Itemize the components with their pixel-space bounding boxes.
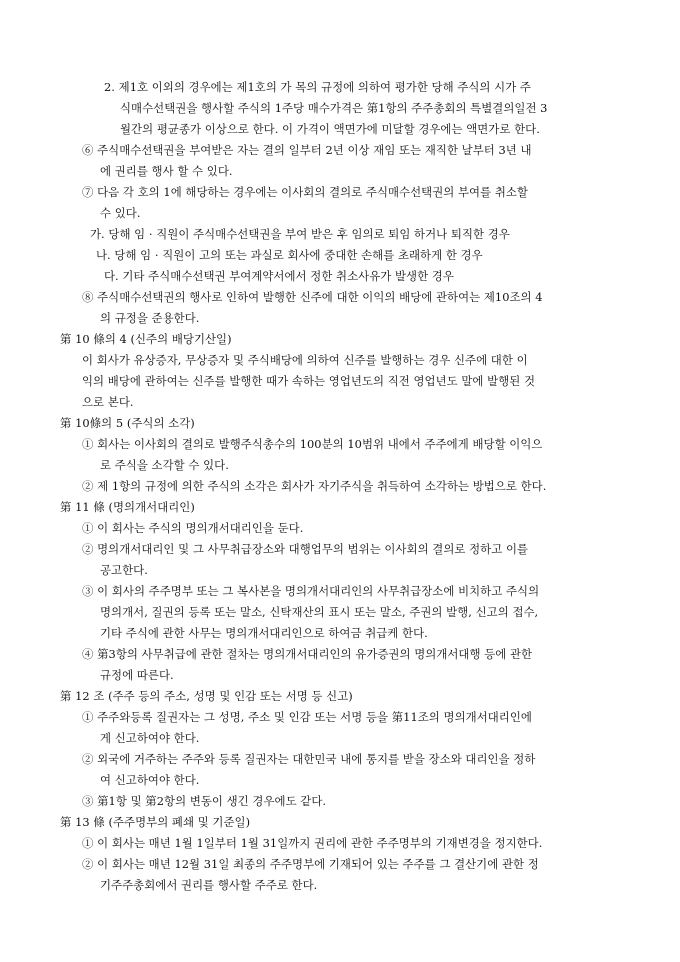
text-line: 기주주총회에서 권리를 행사할 주주로 한다. (100, 878, 318, 892)
text-line: ⑥ 주식매수선택권을 부여받은 자는 결의 일부터 2년 이상 재임 또는 재직한 날부터 3년 내 (82, 143, 532, 157)
text-line: 게 신고하여야 한다. (100, 731, 200, 745)
text-line: 에 권리를 행사 할 수 있다. (100, 164, 233, 178)
text-line: 여 신고하여야 한다. (100, 773, 200, 787)
text-line: ① 이 회사는 주식의 명의개서대리인을 둔다. (82, 521, 304, 535)
text-line: ③ 第1항 및 第2항의 변동이 생긴 경우에도 같다. (82, 794, 327, 808)
text-line: 로 주식을 소각할 수 있다. (100, 458, 229, 472)
text-line: 월간의 평균종가 이상으로 한다. 이 가격이 액면가에 미달할 경우에는 액면가로 한다. (120, 122, 540, 136)
text-line: ① 이 회사는 매년 1월 1일부터 1월 31일까지 권리에 관한 주주명부의 기재변경을 정지한다. (82, 836, 543, 850)
article-heading: 第 10 條의 4 (신주의 배당기산일) (60, 332, 232, 346)
text-line: 가. 당해 임 · 직원이 주식매수선택권을 부여 받은 후 임의로 퇴임 하거나 퇴직한 경우 (90, 227, 510, 241)
article-heading: 第 11 條 (명의개서대리인) (60, 500, 195, 514)
article-heading: 第 13 條 (주주명부의 폐쇄 및 기준일) (60, 815, 251, 829)
text-line: 익의 배당에 관하여는 신주를 발행한 때가 속하는 영업년도의 직전 영업년도 말에 발행된 것 (82, 374, 536, 388)
text-line: ⑦ 다음 각 호의 1에 해당하는 경우에는 이사회의 결의로 주식매수선택권의 부여를 취소할 (82, 185, 528, 199)
text-line: ② 외국에 거주하는 주주와 등록 질권자는 대한민국 내에 통지를 받을 장소와 대리인을 정하 (82, 752, 536, 766)
text-line: 공고한다. (100, 563, 148, 577)
text-line: 기타 주식에 관한 사무는 명의개서대리인으로 하여금 취급케 한다. (100, 626, 428, 640)
article-heading: 第 10條의 5 (주식의 소각) (60, 416, 195, 430)
text-line: 으로 본다. (82, 395, 134, 409)
text-line: ⑧ 주식매수선택권의 행사로 인하여 발행한 신주에 대한 이익의 배당에 관하여는 제10조의 4 (82, 290, 543, 304)
text-line: ② 이 회사는 매년 12월 31일 최종의 주주명부에 기재되어 있는 주주를 그 결산기에 관한 정 (82, 857, 539, 871)
text-line: ② 제 1항의 규정에 의한 주식의 소각은 회사가 자기주식을 취득하여 소각하는 방법으로 한다. (82, 479, 547, 493)
text-line: 나. 당해 임 · 직원이 고의 또는 과실로 회사에 중대한 손해를 초래하게 한 경우 (96, 248, 483, 262)
text-line: 이 회사가 유상증자, 무상증자 및 주식배당에 의하여 신주를 발행하는 경우 신주에 대한 이 (82, 353, 528, 367)
text-line: 식매수선택권을 행사할 주식의 1주당 매수가격은 第1항의 주주총회의 특별결의일전 3 (120, 101, 548, 115)
text-line: ① 주주와등록 질권자는 그 성명, 주소 및 인감 또는 서명 등을 第11조의 명의개서대리인에 (82, 710, 532, 724)
text-line: 명의개서, 질권의 등록 또는 말소, 신탁재산의 표시 또는 말소, 주권의 발행, 신고의 접수, (100, 605, 539, 619)
text-line: 규정에 따른다. (100, 668, 174, 682)
text-line: 2. 제1호 이외의 경우에는 제1호의 가 목의 규정에 의하여 평가한 당해 주식의 시가 주 (104, 80, 531, 94)
text-line: ① 회사는 이사회의 결의로 발행주식총수의 100분의 10범위 내에서 주주에게 배당할 이익으 (82, 437, 543, 451)
text-line: ② 명의개서대리인 및 그 사무취급장소와 대행업무의 범위는 이사회의 결의로 정하고 이를 (82, 542, 529, 556)
text-line: 다. 기타 주식매수선택권 부여계약서에서 정한 취소사유가 발생한 경우 (104, 269, 454, 283)
text-line: 수 있다. (100, 206, 141, 220)
text-line: ③ 이 회사의 주주명부 또는 그 복사본을 명의개서대리인의 사무취급장소에 비치하고 주식의 (82, 584, 540, 598)
article-heading: 第 12 조 (주주 등의 주소, 성명 및 인감 또는 서명 등 신고) (60, 689, 353, 703)
text-line: 의 규정을 준용한다. (100, 311, 200, 325)
text-line: ④ 第3항의 사무취급에 관한 절차는 명의개서대리인의 유가증권의 명의개서대행 등에 관한 (82, 647, 533, 661)
